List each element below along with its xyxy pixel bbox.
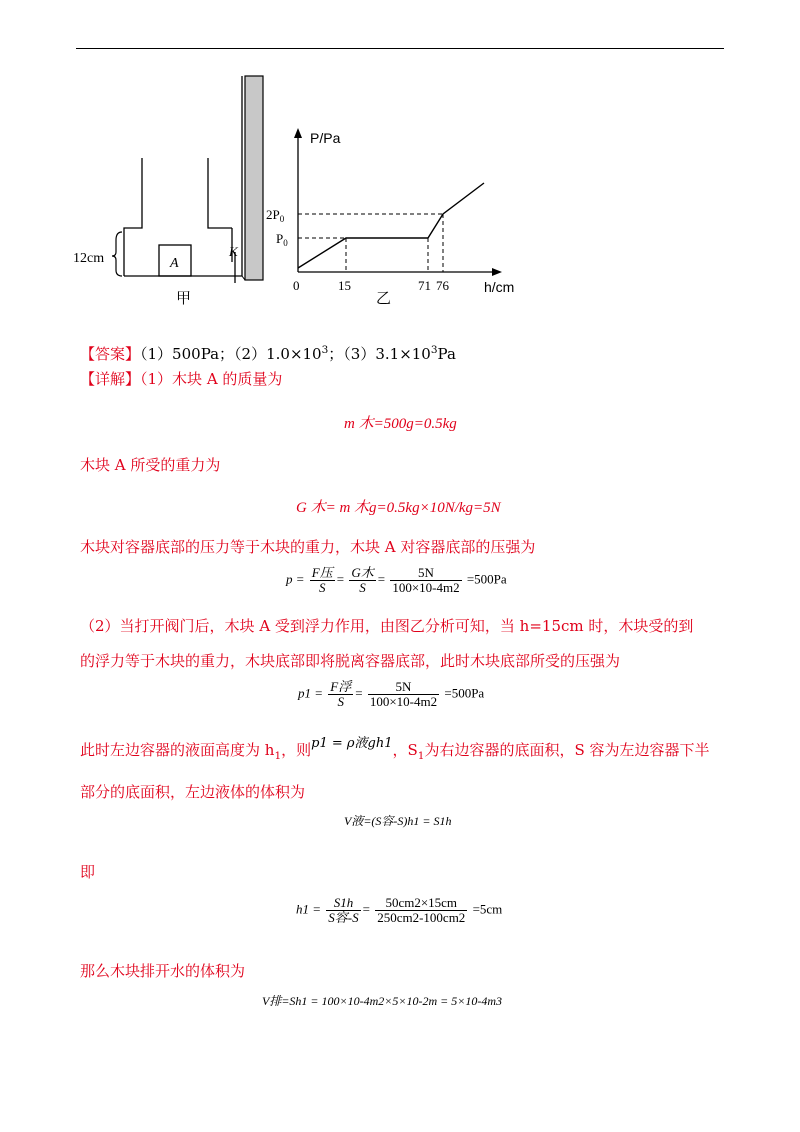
eq-p-f2-num: G木 xyxy=(351,565,374,580)
detail-text-1: （1）木块 A 的质量为 xyxy=(140,370,283,388)
line6-c: ，S xyxy=(392,741,418,759)
eq-p-f3-den: 100×10-4m2 xyxy=(392,580,460,595)
x-axis-label: h/cm xyxy=(484,279,515,295)
eq-p1-frac-2 xyxy=(368,680,439,709)
right-container-wall xyxy=(245,76,263,280)
detail-line-8: 即 xyxy=(80,863,96,881)
detail-line-1 xyxy=(80,369,282,389)
eq-p-f3-num: 5N xyxy=(390,566,461,581)
detail-line-5: 的浮力等于木块的重力，木块底部即将脱离容器底部，此时木块底部所受的压强为 xyxy=(80,652,621,670)
eq-h1-f1-num: S1h xyxy=(326,896,360,911)
eq-p1-lhs: p1 = xyxy=(298,685,324,701)
detail-label: 【详解】 xyxy=(80,370,141,388)
detail-line-2: 木块 A 所受的重力为 xyxy=(80,456,221,474)
x-tick-15: 15 xyxy=(338,278,351,293)
eq-h1-frac-2 xyxy=(375,896,467,925)
line6-d: 为右边容器的底面积，S 容为左边容器下半 xyxy=(424,741,710,759)
line6-eq: p1 = ρ液gh1 xyxy=(311,736,393,751)
height-brace xyxy=(112,232,122,276)
eq-p-frac-3 xyxy=(390,566,461,595)
height-label: 12cm xyxy=(73,251,105,266)
y-tick-2p0: $2P_0$ xyxy=(266,207,285,224)
line6-b: ，则 xyxy=(281,741,312,759)
physics-figure xyxy=(0,0,800,330)
answer-label: 【答案】 xyxy=(80,345,141,363)
left-caption: 甲 xyxy=(176,289,192,307)
y-tick-p0: $P_0$ xyxy=(276,231,288,248)
x-tick-76: 76 xyxy=(436,278,449,293)
y-axis-label: P/Pa xyxy=(310,130,341,146)
eq-p-f1-num: F压 xyxy=(311,565,333,580)
line6-a: 此时左边容器的液面高度为 h xyxy=(80,741,275,759)
detail-line-3: 木块对容器底部的压力等于木块的重力，木块 A 对容器底部的压强为 xyxy=(80,538,536,556)
eq-displaced-volume: V排=Sh1 = 100×10-4m2×5×10-2m = 5×10-4m3 xyxy=(262,994,503,1008)
eq-p-rhs: =500Pa xyxy=(466,571,507,587)
eq-p1-f1-den: S xyxy=(337,694,344,709)
eq-h1-frac-1 xyxy=(326,896,360,925)
answer-text-1: （1）500Pa；（2）1.0×10 xyxy=(140,345,322,363)
eq-h1-lhs: h1 = xyxy=(296,901,322,917)
eq-mass: m 木=500g=0.5kg xyxy=(344,416,457,432)
answer-text-2: ；（3）3.1×10 xyxy=(328,345,431,363)
answer-text-3: Pa xyxy=(437,345,456,363)
pressure-graph xyxy=(266,128,514,307)
eq-p1-f2-den: 100×10-4m2 xyxy=(369,694,438,709)
answer-exp-1: 3 xyxy=(321,344,329,356)
eq-p-frac-1 xyxy=(310,566,335,595)
detail-line-9: 那么木块排开水的体积为 xyxy=(80,962,246,980)
eq-gravity: G 木= m 木g=0.5kg×10N/kg=5N xyxy=(296,500,501,516)
right-caption: 乙 xyxy=(376,289,392,307)
eq-h1-f2-den: 250cm2-100cm2 xyxy=(377,910,466,925)
detail-line-7: 部分的底面积，左边液体的体积为 xyxy=(80,783,306,801)
eq-p1-rhs: =500Pa xyxy=(444,685,485,701)
eq-p-lhs: p = xyxy=(286,571,305,587)
eq-p1-frac-1 xyxy=(328,680,353,709)
eq-p-f1-den: S xyxy=(319,580,326,595)
pressure-curve xyxy=(298,183,484,268)
eq-h1-f1-den: S容-S xyxy=(328,910,359,925)
x-tick-0: 0 xyxy=(293,278,300,293)
answer-line xyxy=(80,340,456,364)
eq-pressure-1: p1 = $\frac{\text{F浮}}{S}$ = $\frac{5N}{100\times 10-4m2}$ =500Pa xyxy=(298,679,485,709)
eq-h1-f2-num: 50cm2×15cm xyxy=(375,896,467,911)
block-label: A xyxy=(170,256,179,271)
x-tick-71: 71 xyxy=(418,278,431,293)
eq-h1: h1 = $\frac{S1h}{\text{S容-S}}$ = $\frac{50cm2\times 15cm}{250cm2-100cm2}$ =5cm xyxy=(296,895,503,925)
eq-p-frac-2 xyxy=(349,566,375,595)
eq-p1-f2-num: 5N xyxy=(368,680,439,695)
answer-exp-2: 3 xyxy=(430,344,438,356)
detail-line-4: （2）当打开阀门后，木块 A 受到浮力作用，由图乙分析可知，当 h=15cm 时，木块受的到 xyxy=(80,617,694,635)
detail-line-6: 此时左边容器的液面高度为 $h_1$，则p1 = ρ液gh1，$S_1$为右边容器的底面积，S 容为左边容器下半 xyxy=(80,736,710,762)
eq-volume: V液=(S容-S)h1 = S1h xyxy=(344,814,452,828)
eq-h1-rhs: =5cm xyxy=(472,901,503,917)
eq-p1-f1-num: F浮 xyxy=(330,679,352,694)
eq-p-f2-den: S xyxy=(359,580,366,595)
container-diagram xyxy=(124,76,242,283)
valve-label: K xyxy=(229,244,238,259)
eq-pressure: p = $\frac{\text{F压}}{S}$ = $\frac{\text{G木}}{S}$ = $\frac{5N}{100\times 10-4m2}$ =500Pa xyxy=(286,565,507,595)
